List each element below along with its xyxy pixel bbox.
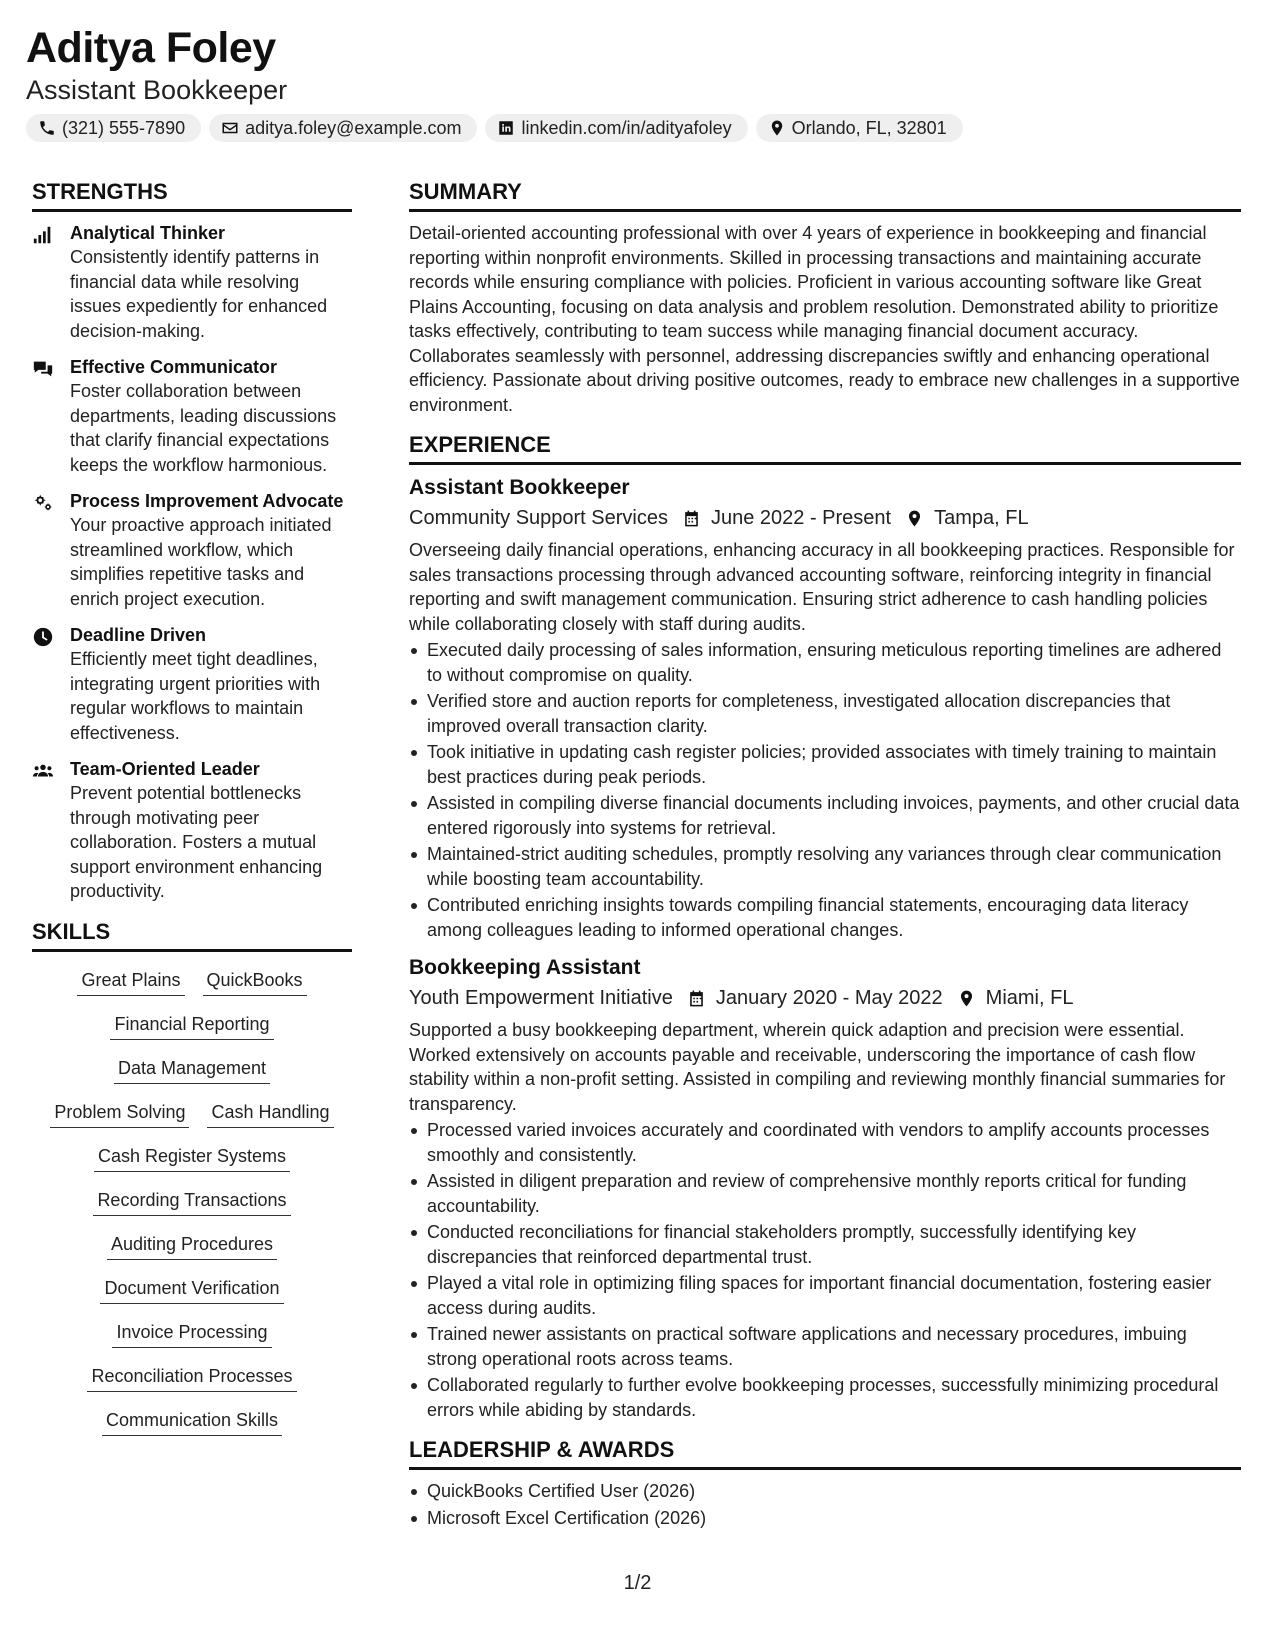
strength-desc: Consistently identify patterns in financial data while resolving issues expediently for enhanced decision-making.	[70, 247, 328, 341]
list-item: Conducted reconciliations for financial stakeholders promptly, successfully identifying key discrepancies that reinforced departmental trust.	[409, 1220, 1241, 1269]
skill-tag: Auditing Procedures	[107, 1231, 277, 1260]
job-location: Tampa, FL	[934, 507, 1029, 529]
list-item: Assisted in compiling diverse financial documents including invoices, payments, and other crucial data entered rigorously into systems for retrieval.	[409, 791, 1241, 840]
leadership-heading: LEADERSHIP & AWARDS	[409, 1436, 1241, 1470]
job-title: Assistant Bookkeeper	[409, 476, 630, 499]
skill-tag: Cash Handling	[207, 1099, 333, 1128]
skill-tag: Problem Solving	[50, 1099, 189, 1128]
contact-location	[756, 114, 963, 142]
list-item: Processed varied invoices accurately and coordinated with vendors to amplify accounts processes smoothly and consistently.	[409, 1118, 1241, 1167]
contact-phone[interactable]	[26, 114, 201, 142]
job-company: Community Support Services	[409, 507, 668, 529]
experience-heading: EXPERIENCE	[409, 431, 1241, 465]
strength-desc: Prevent potential bottlenecks through motivating peer collaboration. Fosters a mutual support environment enhancing productivity.	[70, 783, 323, 901]
candidate-role: Assistant Bookkeeper	[26, 75, 288, 105]
strength-title: Team-Oriented Leader	[70, 759, 260, 779]
skill-tag: Recording Transactions	[93, 1187, 290, 1216]
phone-icon	[38, 119, 56, 137]
list-item: Microsoft Excel Certification (2026)	[409, 1506, 1241, 1531]
strength-desc: Efficiently meet tight deadlines, integrating urgent priorities with regular workflows to maintain effectiveness.	[70, 649, 321, 743]
map-pin-icon	[957, 989, 976, 1008]
skills-list	[32, 961, 352, 1451]
gears-icon	[32, 492, 54, 514]
page-number: 1/2	[623, 1572, 652, 1594]
strength-desc: Foster collaboration between departments, leading discussions that clarify financial expectations keeps the workflow harmonious.	[70, 381, 337, 475]
skills-heading: SKILLS	[32, 918, 352, 952]
list-item: Took initiative in updating cash register policies; provided associates with timely training to maintain best practices during peak periods.	[409, 740, 1241, 789]
skill-tag: Reconciliation Processes	[87, 1363, 296, 1392]
job-bullets	[409, 1118, 1241, 1422]
list-item: Trained newer assistants on practical software applications and necessary procedures, imbuing strong operational roots across teams.	[409, 1322, 1241, 1371]
phone-text: (321) 555-7890	[62, 117, 186, 138]
chat-bubbles-icon	[32, 358, 54, 380]
strengths-heading: STRENGTHS	[32, 178, 352, 212]
list-item: Executed daily processing of sales information, ensuring meticulous reporting timelines are adhered to without compromise on quality.	[409, 638, 1241, 687]
awards-list	[409, 1479, 1241, 1530]
candidate-name: Aditya Foley	[26, 24, 276, 72]
job-meta	[409, 984, 1241, 1012]
signal-bars-icon	[32, 224, 54, 246]
contact-email[interactable]	[209, 114, 477, 142]
job-title: Bookkeeping Assistant	[409, 956, 641, 979]
skill-tag: Document Verification	[100, 1275, 283, 1304]
summary-text: Detail-oriented accounting professional with over 4 years of experience in bookkeeping and financial reporting within nonprofit environments. Skilled in processing transactions and maintaining accurate records while ensuring compliance with policies. Proficient in various accounting software like Great Plains Accounting, focusing on data analysis and problem resolution. Demonstrated ability to prioritize tasks effectively, contributing to team success while managing financial document accuracy. Collaborates seamlessly with personnel, addressing discrepancies swiftly and enhancing operational efficiency. Passionate about driving positive outcomes, ready to embrace new challenges in a supportive environment.	[409, 223, 1240, 415]
location-text: Orlando, FL, 32801	[791, 117, 947, 138]
skill-tag: Invoice Processing	[112, 1319, 271, 1348]
job-dates: January 2020 - May 2022	[715, 987, 943, 1009]
job-company: Youth Empowerment Initiative	[409, 987, 673, 1009]
linkedin-icon	[497, 119, 515, 137]
map-pin-icon	[768, 119, 786, 137]
summary-heading: SUMMARY	[409, 178, 1241, 212]
email-text: aditya.foley@example.com	[245, 117, 462, 138]
resume-header	[26, 22, 1246, 142]
strength-title: Analytical Thinker	[70, 223, 226, 243]
list-item: Maintained-strict auditing schedules, promptly resolving any variances through clear communication while boosting team accountability.	[409, 842, 1241, 891]
strength-desc: Your proactive approach initiated streamlined workflow, which simplifies repetitive tasks and enrich project execution.	[70, 515, 332, 609]
left-column	[32, 178, 352, 1451]
list-item: Collaborated regularly to further evolve bookkeeping processes, successfully minimizing procedural errors while abiding by standards.	[409, 1373, 1241, 1422]
skill-tag: Great Plains	[77, 967, 184, 996]
map-pin-icon	[905, 509, 924, 528]
list-item: QuickBooks Certified User (2026)	[409, 1479, 1241, 1504]
strength-title: Deadline Driven	[70, 625, 207, 645]
calendar-icon	[682, 509, 701, 528]
linkedin-text: linkedin.com/in/adityafoley	[521, 117, 732, 138]
job-description: Supported a busy bookkeeping department, wherein quick adaption and precision were essential. Worked extensively on accounts payable and receivable, underscoring the importance of cash flow stability within a non-profit setting. Assisted in compiling and reviewing monthly financial summaries for transparency.	[409, 1020, 1226, 1114]
strength-title: Effective Communicator	[70, 357, 278, 377]
strength-item	[32, 757, 352, 904]
job-entry	[409, 474, 1241, 942]
users-icon	[32, 760, 54, 782]
list-item: Assisted in diligent preparation and review of comprehensive monthly reports critical for funding accountability.	[409, 1169, 1241, 1218]
skill-tag: Cash Register Systems	[94, 1143, 290, 1172]
strength-item	[32, 489, 352, 611]
right-column	[409, 178, 1241, 1532]
job-entry	[409, 954, 1241, 1422]
strength-item	[32, 355, 352, 477]
job-dates: June 2022 - Present	[710, 507, 892, 529]
job-location: Miami, FL	[985, 987, 1074, 1009]
skill-tag: QuickBooks	[203, 967, 307, 996]
job-description: Overseeing daily financial operations, enhancing accuracy in all bookkeeping practices. Responsible for sales transactions processing through advanced accounting software, reinforcing integrity in financial reporting and swift management communication. Ensuring strict adherence to cash handling policies while collaborating closely with staff during audits.	[409, 540, 1235, 634]
contact-bar	[26, 114, 1246, 142]
envelope-icon	[221, 119, 239, 137]
clock-icon	[32, 626, 54, 648]
skill-tag: Data Management	[114, 1055, 270, 1084]
strength-item	[32, 221, 352, 343]
list-item: Contributed enriching insights towards compiling financial statements, encouraging data literacy among colleagues leading to informed operational changes.	[409, 893, 1241, 942]
list-item: Played a vital role in optimizing filing spaces for important financial documentation, fostering easier access during audits.	[409, 1271, 1241, 1320]
strength-item	[32, 623, 352, 745]
strength-title: Process Improvement Advocate	[70, 491, 344, 511]
contact-linkedin[interactable]	[485, 114, 747, 142]
calendar-icon	[687, 989, 706, 1008]
list-item: Verified store and auction reports for completeness, investigated allocation discrepancies that improved overall transaction clarity.	[409, 689, 1241, 738]
job-meta	[409, 504, 1241, 532]
skill-tag: Communication Skills	[102, 1407, 282, 1436]
skill-tag: Financial Reporting	[110, 1011, 273, 1040]
job-bullets	[409, 638, 1241, 942]
